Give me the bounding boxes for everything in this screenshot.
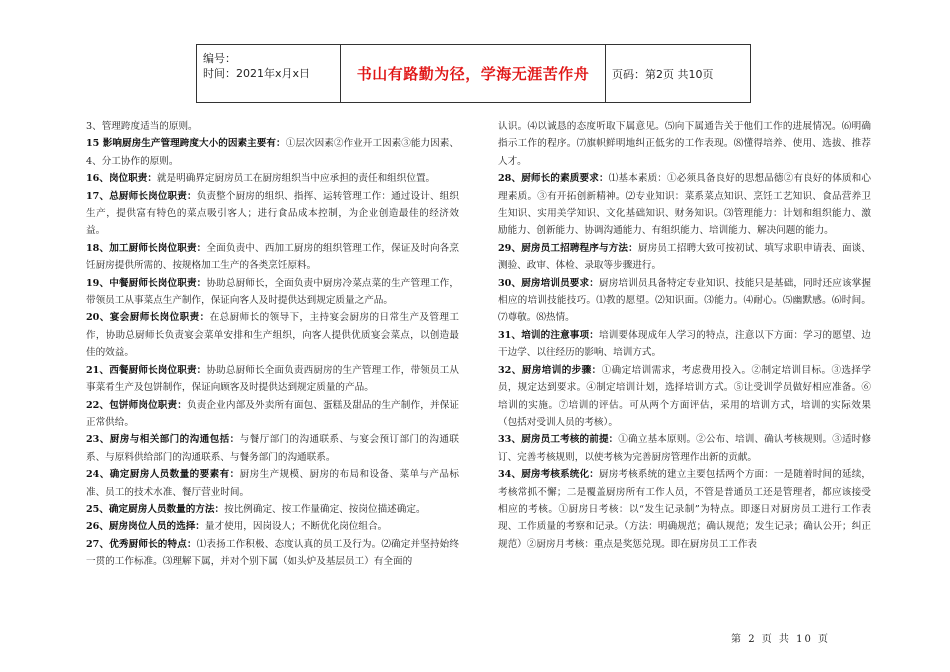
page-header xyxy=(196,44,751,103)
paragraph xyxy=(86,309,459,361)
paragraph-body: ①层次因素②作业开工因素③能力因素、4、分工协作的原则。 xyxy=(86,138,460,167)
paragraph xyxy=(86,275,459,310)
paragraph xyxy=(86,431,459,466)
paragraph-title: 25、确定厨房人员数量的方法： xyxy=(86,503,225,515)
paragraph-body: 培训要体现成年人学习的特点，注意以下方面：学习的愿望、边干边学、以往经历的影响、培训方式。 xyxy=(498,329,872,359)
paragraph-body: 就是明确界定厨房员工在厨房组织当中应承担的责任和组织位置。 xyxy=(156,173,436,185)
paragraph xyxy=(498,362,871,432)
paragraph-title: 33、厨房员工考核的前提： xyxy=(498,434,619,446)
header-page-code: 页码：第2页 共10页 xyxy=(612,67,714,81)
paragraph-body: 按比例确定、按工作量确定、按岗位描述确定。 xyxy=(224,503,426,515)
paragraph-title: 19、中餐厨师长岗位职责： xyxy=(86,277,207,289)
paragraph xyxy=(498,327,871,362)
right-text-column xyxy=(498,118,871,553)
paragraph xyxy=(86,536,459,571)
paragraph xyxy=(498,275,871,327)
paragraph-title: 17、总厨师长岗位职责： xyxy=(86,190,197,202)
paragraph-title: 29、厨房员工招聘程序与方法： xyxy=(498,242,638,254)
paragraph-body: 认识。⑷以诚恳的态度听取下属意见。⑸向下属通告关于他们工作的进展情况。⑹明确指示工作的程序。⑺旗帜鲜明地纠正低劣的工作表现。⑻懂得培养、使用、选拔、推荐人才。 xyxy=(498,121,871,167)
paragraph-body: ①确定培训需求，考虑费用投入。②制定培训目标。③选择学员，规定达到要求。④制定培训计划，选择培训方式。⑤让受训学员做好相应准备。⑥培训的实施。⑦培训的评估。可从两个方面评估，采用的培训方式，培训的实际效果（包括对受训人员的考核）。 xyxy=(498,364,872,428)
page-footer: 第 2 页 共 10 页 xyxy=(731,634,830,645)
paragraph-title: 30、厨房培训员要求： xyxy=(498,277,599,289)
paragraph-title: 24、确定厨房人员数量的要素有： xyxy=(86,469,240,481)
header-meta xyxy=(197,45,341,102)
paragraph-title: 15 影响厨房生产管理跨度大小的因素主要有： xyxy=(86,138,286,150)
paragraph-title: 28、厨师长的素质要求： xyxy=(498,173,609,185)
paragraph-body: 量才使用，因岗设人；不断优化岗位组合。 xyxy=(204,521,388,533)
paragraph-title: 31、培训的注意事项： xyxy=(498,329,599,341)
paragraph xyxy=(86,188,459,240)
paragraph xyxy=(498,466,871,553)
paragraph xyxy=(498,240,871,275)
paragraph xyxy=(498,170,871,240)
paragraph-body: 全面负责中、西加工厨房的组织管理工作，保证及时向各烹饪厨房提供所需的、按规格加工生产的各类烹饪原料。 xyxy=(86,242,459,272)
paragraph-body: 协助总厨师长，全面负责中厨房冷菜点菜的生产管理工作，带领员工从事菜点生产制作，保证向客人及时提供达到规定质量之产品。 xyxy=(86,277,459,307)
paragraph-body: 厨房考核系统的建立主要包括两个方面：一是随着时间的延续，考核常抓不懈；二是覆盖厨房所有工作人员，不管是普通员工还是管理者，都应该接受相应的考核。①厨房日考核：以“发生记录制”为特点。即逐日对厨房员工进行工作表现、工作质量的考察和记录。（方法：明确规范；确认规范；发生记录；确认公开；纠正规范）②厨房月考核：重点是奖惩兑现。即在厨房员工工作表 xyxy=(498,469,872,550)
paragraph-body: 在总厨师长的领导下，主持宴会厨房的日常生产及管理工作，协助总厨师长负责宴会菜单安排和生产组织，向客人提供优质宴会菜点，以创造最佳的效益。 xyxy=(86,312,459,359)
paragraph-title: 22、包饼师岗位职责： xyxy=(86,399,187,411)
paragraph xyxy=(86,501,459,518)
left-text-column xyxy=(86,118,459,571)
paragraph-title: 16、岗位职责： xyxy=(86,173,157,185)
paragraph-body: 厨房培训员具备特定专业知识、技能只是基础，同时还应该掌握相应的培训技能技巧。⑴教的愿望。⑵知识面。⑶能力。⑷耐心。⑸幽默感。⑹时间。⑺尊敬。⑻热情。 xyxy=(498,277,872,324)
paragraph-title: 32、厨房培训的步骤： xyxy=(498,364,602,376)
paragraph xyxy=(86,170,459,187)
paragraph-title: 26、厨房岗位人员的选择： xyxy=(86,521,205,533)
header-number-label: 编号： xyxy=(203,52,236,65)
header-time-label: 时间：2021年x月x日 xyxy=(203,67,311,80)
paragraph-body: ⑴表扬工作积极、态度认真的员工及行为。⑵确定并坚持始终一贯的工作标准。⑶理解下属，并对个别下属（如头炉及基层员工）有全面的 xyxy=(86,538,460,568)
paragraph-body: 3、管理跨度适当的原则。 xyxy=(86,121,198,132)
paragraph-body: ⑴基本素质：①必须具备良好的思想品德②有良好的体质和心理素质。③有开拓创新精神。⑵专业知识：菜系菜点知识、烹饪工艺知识、食品营养卫生知识、实用美学知识、文化基础知识、财务知识。⑶管理能力：计划和组织能力、激励能力、创新能力、协调沟通能力、有组织能力、培训能力、解决问题的能力。 xyxy=(498,173,872,237)
paragraph-body: 协助总厨师长全面负责西厨房的生产管理工作，带领员工从事菜肴生产及包饼制作，保证向顾客及时提供达到规定质量的产品。 xyxy=(86,364,459,394)
paragraph-title: 20、宴会厨师长岗位职责： xyxy=(86,312,210,324)
paragraph-body: ①确立基本原则。②公布、培训、确认考核规则。③适时修订、完善考核规则，以使考核为完善厨房管理作出新的贡献。 xyxy=(498,434,871,463)
paragraph xyxy=(86,397,459,432)
paragraph xyxy=(86,362,459,397)
paragraph xyxy=(498,118,871,170)
paragraph-body: 负责企业内部及外卖所有面包、蛋糕及甜品的生产制作，并保证正常供给。 xyxy=(86,399,460,428)
paragraph xyxy=(498,431,871,466)
paragraph-body: 厨房生产规模、厨房的布局和设备、菜单与产品标准、员工的技术水准、餐厅营业时间。 xyxy=(86,469,459,498)
paragraph-body: 厨房员工招聘大致可按初试、填写求职申请表、面谈、测验、政审、体检、录取等步骤进行。 xyxy=(498,242,871,272)
paragraph-title: 27、优秀厨师长的特点： xyxy=(86,538,197,550)
paragraph-title: 34、厨房考核系统化： xyxy=(498,469,599,481)
paragraph-body: 与餐厅部门的沟通联系、与宴会预订部门的沟通联系、与原料供给部门的沟通联系、与餐务部门的沟通联系。 xyxy=(86,434,459,463)
paragraph xyxy=(86,135,459,170)
paragraph-body: 负责整个厨房的组织、指挥、运转管理工作：通过设计、组织生产，提供富有特色的菜点吸引客人；进行食品成本控制，为企业创造最佳的经济效益。 xyxy=(86,190,460,237)
paragraph-title: 23、厨房与相关部门的沟通包括： xyxy=(86,434,240,446)
paragraph-title: 18、加工厨师长岗位职责： xyxy=(86,242,207,254)
paragraph xyxy=(86,518,459,535)
paragraph xyxy=(86,240,459,275)
paragraph xyxy=(86,118,459,135)
header-motto: 书山有路勤为径，学海无涯苦作舟 xyxy=(341,45,606,102)
paragraph xyxy=(86,466,459,501)
paragraph-title: 21、西餐厨师长岗位职责： xyxy=(86,364,207,376)
